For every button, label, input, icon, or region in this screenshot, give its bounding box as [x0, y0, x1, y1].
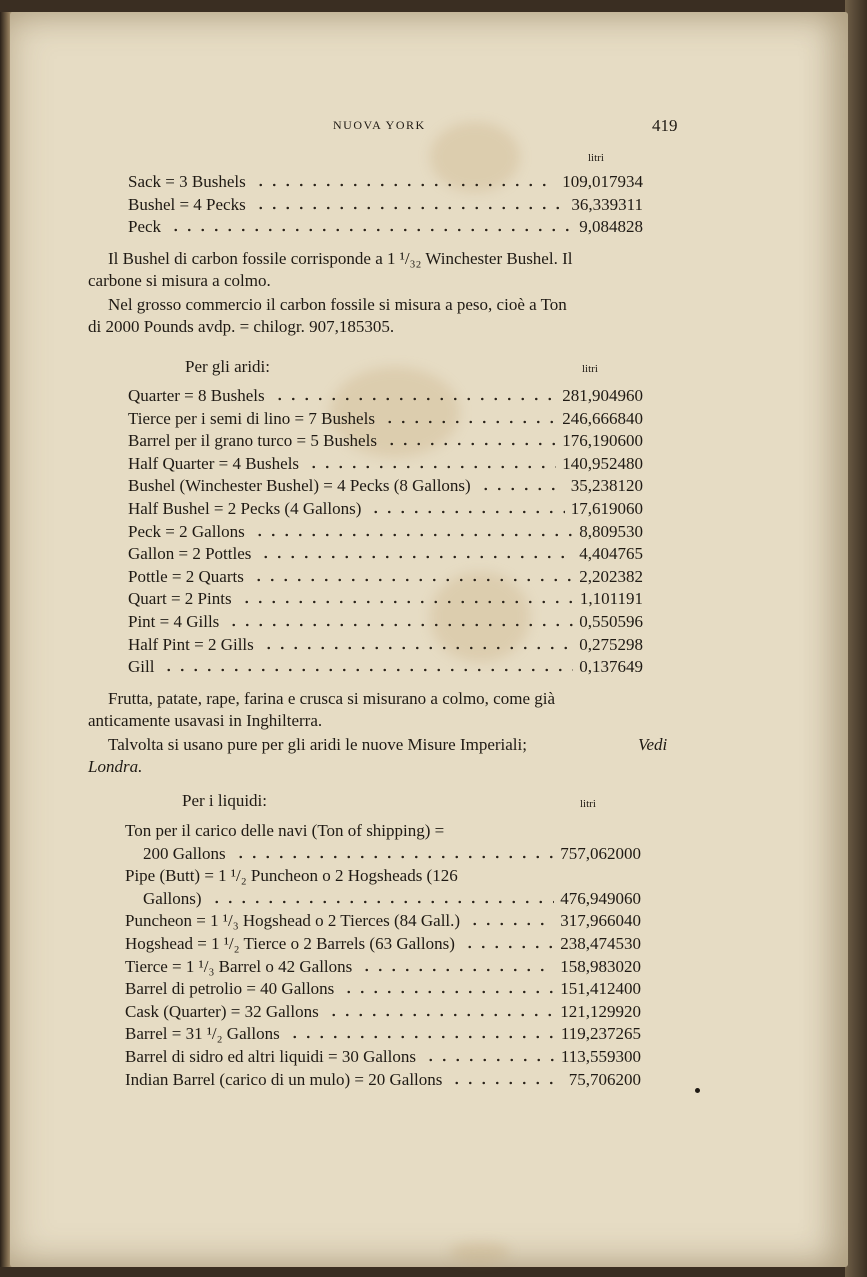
measure-value: 75,706200: [568, 1070, 641, 1089]
table-row: [125, 910, 641, 932]
table-row: [128, 385, 643, 407]
paragraph-coal-bushel: Il Bushel di carbon fossile corrisponde a 1 ¹/₃₂ Winchester Bushel. Il: [108, 249, 573, 268]
measure-value: 151,412400: [560, 979, 641, 998]
paragraph-fruit: Frutta, patate, rape, farina e crusca si misurano a colmo, come già: [108, 689, 556, 708]
measure-value: 140,952480: [562, 454, 643, 473]
measure-value: 281,904960: [562, 386, 643, 405]
dot-leader: [342, 990, 554, 994]
paragraph-coal-bushel-cont: carbone si misura a colmo.: [88, 271, 271, 290]
paper-stain: [450, 1242, 510, 1262]
dot-leader: [468, 922, 554, 926]
dot-leader: [169, 228, 573, 232]
units-label-aridi: litri: [582, 363, 598, 375]
table-row: [125, 843, 641, 865]
dot-leader: [162, 668, 573, 672]
table-row: [128, 543, 643, 565]
measure-label: Gallons): [143, 889, 202, 908]
measure-value: 176,190600: [562, 431, 643, 450]
table-row: [125, 1069, 641, 1091]
table-row: [128, 566, 643, 588]
dot-leader: [262, 646, 573, 650]
measure-label: Half Bushel = 2 Pecks (4 Gallons): [128, 499, 362, 518]
dot-leader: [234, 855, 555, 859]
measure-label: Tierce per i semi di lino = 7 Bushels: [128, 409, 375, 428]
paragraph-coal-weight-cont: di 2000 Pounds avdp. = chilogr. 907,185305.: [88, 317, 395, 336]
measure-label: Peck: [128, 217, 162, 236]
table-row: [128, 194, 643, 216]
paragraph-fruit-cont: anticamente usavasi in Inghilterra.: [88, 711, 323, 730]
table-row: [125, 933, 641, 955]
measure-label: Sack = 3 Bushels: [128, 172, 246, 191]
measure-value: 35,238120: [570, 476, 643, 495]
dot-leader: [479, 487, 565, 491]
measure-label: Half Pint = 2 Gills: [128, 635, 254, 654]
measure-value: 121,129920: [560, 1002, 641, 1021]
measure-value: 109,017934: [562, 172, 643, 191]
measure-value: 246,666840: [562, 409, 643, 428]
paragraph-imperial-ref: Vedi: [638, 735, 668, 754]
section-heading-aridi: Per gli aridi:: [185, 357, 270, 376]
table-row: [125, 865, 641, 887]
measure-label: 200 Gallons: [143, 844, 226, 863]
dot-leader: [327, 1013, 555, 1017]
measure-value: 158,983020: [560, 957, 641, 976]
dot-leader: [369, 510, 564, 514]
table-row: [125, 1001, 641, 1023]
measure-label: Tierce = 1 ¹/₃ Barrel o 42 Gallons: [125, 957, 353, 976]
paragraph-imperial-cont: Londra.: [88, 757, 143, 776]
dot-leader: [259, 555, 573, 559]
measure-value: 8,809530: [579, 522, 643, 541]
measure-label: Gallon = 2 Pottles: [128, 544, 252, 563]
dot-leader: [253, 533, 573, 537]
dot-leader: [360, 968, 554, 972]
measure-label: Half Quarter = 4 Bushels: [128, 454, 300, 473]
table-row: [128, 521, 643, 543]
table-row: [128, 453, 643, 475]
dot-leader: [240, 600, 574, 604]
page-number: 419: [652, 116, 678, 135]
measure-label: Barrel = 31 ¹/₂ Gallons: [125, 1024, 280, 1043]
table-row: [128, 588, 643, 610]
measure-value: 4,404765: [579, 544, 643, 563]
measure-label: Quarter = 8 Bushels: [128, 386, 265, 405]
measure-value: 113,559300: [560, 1047, 641, 1066]
paragraph-imperial: Talvolta si usano pure per gli aridi le nuove Misure Imperiali;: [108, 735, 527, 754]
table-row: [128, 475, 643, 497]
dot-leader: [288, 1035, 555, 1039]
measure-value: 17,619060: [570, 499, 643, 518]
measure-label: Peck = 2 Gallons: [128, 522, 245, 541]
measure-label: Bushel = 4 Pecks: [128, 195, 246, 214]
dot-leader: [385, 442, 556, 446]
dot-leader: [424, 1058, 555, 1062]
measure-value: 119,237265: [560, 1024, 641, 1043]
section-heading-liquidi: Per i liquidi:: [182, 791, 267, 810]
table-row: [128, 408, 643, 430]
measure-value: 757,062000: [560, 844, 641, 863]
paragraph-coal-weight: Nel grosso commercio il carbon fossile si misura a peso, cioè a Ton: [108, 295, 567, 314]
measure-value: 0,137649: [579, 657, 643, 676]
measure-label: Puncheon = 1 ¹/₃ Hogshead o 2 Tierces (84 Gall.): [125, 911, 461, 930]
table-row: [128, 634, 643, 656]
measure-label: Pipe (Butt) = 1 ¹/₂ Puncheon o 2 Hogsheads (126: [125, 866, 458, 885]
measure-label: Pottle = 2 Quarts: [128, 567, 244, 586]
measure-label: Gill: [128, 657, 155, 676]
dot-leader: [254, 183, 557, 187]
table-row: [125, 1046, 641, 1068]
table-row: [125, 956, 641, 978]
measure-value: 0,275298: [579, 635, 643, 654]
measure-label: Hogshead = 1 ¹/₂ Tierce o 2 Barrels (63 Gallons): [125, 934, 455, 953]
measure-value: 0,550596: [579, 612, 643, 631]
dot-leader: [450, 1081, 562, 1085]
table-row: [125, 888, 641, 910]
dot-leader: [227, 623, 573, 627]
table-row: [125, 1023, 641, 1045]
measure-label: Pint = 4 Gills: [128, 612, 220, 631]
measure-value: 36,339311: [571, 195, 643, 214]
table-row: [128, 171, 643, 193]
measure-value: 476,949060: [560, 889, 641, 908]
measure-value: 9,084828: [579, 217, 643, 236]
units-label: litri: [588, 152, 604, 164]
dot-leader: [273, 397, 557, 401]
dot-leader: [210, 900, 555, 904]
table-row: [128, 498, 643, 520]
table-row: [128, 216, 643, 238]
measure-value: 238,474530: [560, 934, 641, 953]
measure-label: Ton per il carico delle navi (Ton of shipping) =: [125, 821, 445, 840]
dot-leader: [254, 206, 566, 210]
dot-leader: [383, 420, 556, 424]
table-row: [125, 820, 641, 842]
table-row: [125, 978, 641, 1000]
dot-leader: [252, 578, 573, 582]
dot-leader: [463, 945, 554, 949]
units-label-liquidi: litri: [580, 798, 596, 810]
running-title: NUOVA YORK: [333, 118, 426, 132]
table-row: [128, 656, 643, 678]
measure-label: Barrel di sidro ed altri liquidi = 30 Gallons: [125, 1047, 416, 1066]
dot-leader: [307, 465, 556, 469]
measure-value: 317,966040: [560, 911, 641, 930]
margin-dot: [695, 1088, 700, 1093]
book-edge-shadow: [845, 0, 867, 1277]
measure-value: 1,101191: [579, 589, 643, 608]
measure-label: Bushel (Winchester Bushel) = 4 Pecks (8 Gallons): [128, 476, 471, 495]
measure-label: Indian Barrel (carico di un mulo) = 20 Gallons: [125, 1070, 443, 1089]
table-row: [128, 611, 643, 633]
measure-label: Quart = 2 Pints: [128, 589, 232, 608]
measure-label: Barrel per il grano turco = 5 Bushels: [128, 431, 377, 450]
measure-label: Cask (Quarter) = 32 Gallons: [125, 1002, 319, 1021]
measure-label: Barrel di petrolio = 40 Gallons: [125, 979, 335, 998]
table-row: [128, 430, 643, 452]
measure-value: 2,202382: [579, 567, 643, 586]
